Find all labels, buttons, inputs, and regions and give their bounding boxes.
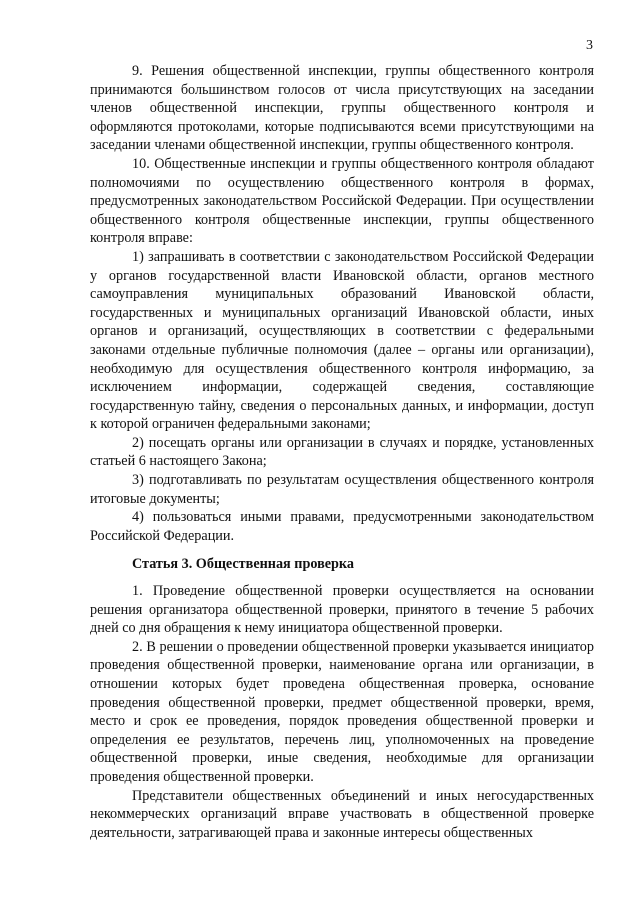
list-item-1: 1) запрашивать в соответствии с законодательством Российской Федерации у органов государственной власти Ивановской области, органов местного самоуправления муниципальных образований Ивановской области, государственных и муниципальных организаций Ивановской области, иных органов и организаций, осуществляющих в соответствии с федеральными законами отдельные публичные полномочия (далее – органы или организации), необходимую для осуществления общественного контроля информацию, за исключением информации, содержащей сведения, составляющие государственную тайну, сведения о персональных данных, и информации, доступ к которой ограничен федеральными законами; (90, 248, 594, 433)
list-item-3: 3) подготавливать по результатам осуществления общественного контроля итоговые документы; (90, 472, 594, 507)
paragraph-article3-item-2: 2. В решении о проведении общественной проверки указывается инициатор проведения общественной проверки, наименование органа или организации, в отношении которых будет проведена общественная проверка, основание проведения общественной проверки, предмет общественной проверки, время, место и срок ее проведения, порядок проведения общественной проверки и определения ее результатов, перечень лиц, уполномоченных на проведение общественной проверки, иные сведения, необходимые для организации проведения общественной проверки. (90, 638, 594, 785)
paragraph-item-9: 9. Решения общественной инспекции, группы общественного контроля принимаются большинством голосов от числа присутствующих на заседании членов общественной инспекции, группы общественного контроля и оформляются протоколами, которые подписываются всеми присутствующими на заседании членами общественной инспекции, группы общественного контроля. (90, 63, 594, 154)
paragraph-representatives: Представители общественных объединений и иных негосударственных некоммерческих организаций вправе участвовать в общественной проверке деятельности, затрагивающей права и законные интересы общественных (90, 787, 594, 841)
article-3-heading: Статья 3. Общественная проверка (132, 556, 354, 573)
paragraph-item-10: 10. Общественные инспекции и группы общественного контроля обладают полномочиями по осуществлению общественного контроля в формах, предусмотренных законодательством Российской Федерации. При осуществлении общественного контроля общественные инспекции, группы общественного контроля вправе: (90, 155, 594, 247)
paragraph-article3-item-1: 1. Проведение общественной проверки осуществляется на основании решения организатора общественной проверки, принятого в течение 5 рабочих дней со дня обращения к нему инициатора общественной проверки. (90, 583, 594, 637)
list-item-2: 2) посещать органы или организации в случаях и порядке, установленных статьей 6 настоящего Закона; (90, 434, 594, 470)
list-item-4: 4) пользоваться иными правами, предусмотренными законодательством Российской Федерации. (90, 509, 594, 544)
page-number: 3 (586, 38, 593, 53)
